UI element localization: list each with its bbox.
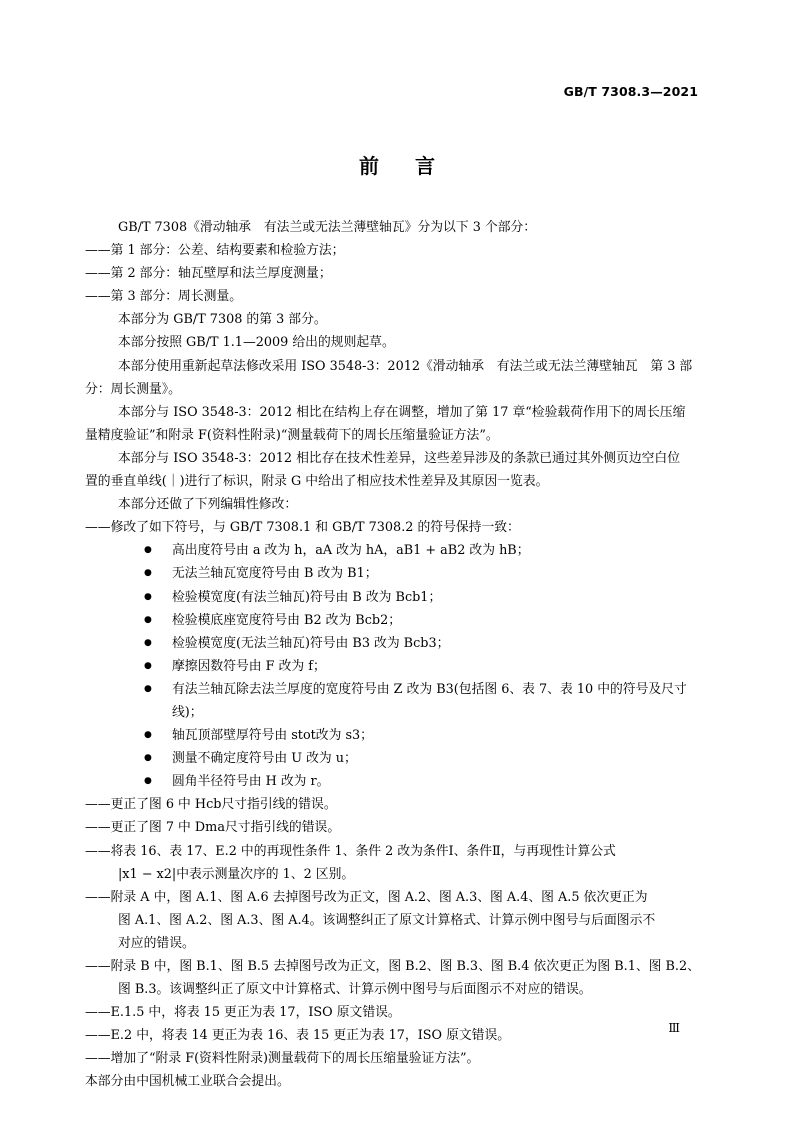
part-item: ——第 1 部分：公差、结构要素和检验方法； [85, 243, 345, 259]
paragraph-line: 量精度验证”和附录 F(资料性附录)“测量载荷下的周长压缩量验证方法”。 [85, 427, 499, 443]
edit-item: ——E.1.5 中，将表 15 更正为表 17，ISO 原文错误。 [85, 1005, 401, 1021]
title-char-left: 前 [359, 154, 379, 178]
paragraph: 本部分为 GB/T 7308 的第 3 部分。 [118, 312, 327, 328]
title-char-right: 言 [415, 154, 435, 178]
bullet-item: ● 摩擦因数符号由 F 改为 f； [118, 655, 706, 678]
edit-item: ——更正了图 6 中 Hcb尺寸指引线的错误。 [85, 797, 337, 813]
document-body [85, 216, 706, 1094]
edit-item-continued: 图 B.3。该调整纠正了原文中计算格式、计算示例中图号与后面图示不对应的错误。 [118, 982, 592, 998]
edit-item-continued: 图 A.1、图 A.2、图 A.3、图 A.4。该调整纠正了原文计算格式、计算示例中图号与后面图示不 [118, 912, 656, 928]
edit-item: ——将表 16、表 17、E.2 中的再现性条件 1、条件 2 改为条件Ⅰ、条件Ⅱ，与再现性计算公式 [85, 843, 616, 859]
bullet-item: ● 圆角半径符号由 H 改为 r。 [118, 770, 706, 793]
bullet-item: ● 轴瓦顶部壁厚符号由 stot改为 s3； [118, 724, 706, 747]
paragraph-line: 本部分与 ISO 3548-3：2012 相比存在技术性差异，这些差异涉及的条款已通过其外侧页边空白位 [118, 450, 681, 466]
bullet-item: ● 高出度符号由 a 改为 h，aA 改为 hA，aB1 + aB2 改为 hB； [118, 539, 706, 562]
bullet-item: ● 测量不确定度符号由 U 改为 u； [118, 747, 706, 770]
paragraph-line: 本部分使用重新起草法修改采用 ISO 3548-3：2012《滑动轴承 有法兰或无法兰薄壁轴瓦 第 3 部 [118, 358, 693, 374]
paragraph-line: 分：周长测量》。 [85, 381, 181, 397]
page-number: Ⅲ [668, 1021, 680, 1035]
edit-item: ——增加了“附录 F(资料性附录)测量载荷下的周长压缩量验证方法”。 [85, 1051, 480, 1067]
bullet-item-continued: 线)； [172, 704, 203, 720]
bullet-item: ● 无法兰轴瓦宽度符号由 B 改为 B1； [118, 562, 706, 585]
part-item: ——第 3 部分：周长测量。 [85, 289, 243, 305]
edit-item: ——附录 B 中，图 B.1、图 B.5 去掉图号改为正文，图 B.2、图 B.3、图 B.4 依次更正为图 B.1、图 B.2、 [85, 959, 700, 974]
page-title [0, 150, 794, 179]
bullet-item: ● 检验模底座宽度符号由 B2 改为 Bcb2； [118, 609, 706, 632]
paragraph: 本部分还做了下列编辑性修改： [118, 497, 298, 513]
bullet-item: ● 有法兰轴瓦除去法兰厚度的宽度符号由 Z 改为 B3(包括图 6、表 7、表 10 中的符号及尺寸 [118, 678, 706, 701]
edit-item: ——更正了图 7 中 Dma尺寸指引线的错误。 [85, 820, 341, 836]
paragraph-last: 本部分由中国机械工业联合会提出。 [85, 1074, 290, 1090]
edit-item-continued: |x1 − x2|中表示测量次序的 1、2 区别。 [118, 866, 355, 882]
edit-item: ——修改了如下符号，与 GB/T 7308.1 和 GB/T 7308.2 的符号保持一致： [85, 520, 520, 536]
paragraph-line: 置的垂直单线(｜)进行了标识，附录 G 中给出了相应技术性差异及其原因一览表。 [85, 474, 549, 490]
edit-item: ——附录 A 中，图 A.1、图 A.6 去掉图号改为正文，图 A.2、图 A.3、图 A.4、图 A.5 依次更正为 [85, 889, 648, 905]
edit-item-continued: 对应的错误。 [118, 935, 195, 951]
part-item: ——第 2 部分：轴瓦壁厚和法兰厚度测量； [85, 266, 332, 282]
bullet-item: ● 检验模宽度(有法兰轴瓦)符号由 B 改为 Bcb1； [118, 586, 706, 609]
edit-item: ——E.2 中，将表 14 更正为表 16、表 15 更正为表 17，ISO 原文错误。 [85, 1028, 511, 1044]
paragraph-line: 本部分与 ISO 3548-3：2012 相比在结构上存在调整，增加了第 17 章“检验载荷作用下的周长压缩 [118, 404, 686, 420]
paragraph: 本部分按照 GB/T 1.1—2009 给出的规则起草。 [118, 335, 395, 351]
paragraph-intro: GB/T 7308《滑动轴承 有法兰或无法兰薄壁轴瓦》分为以下 3 个部分： [118, 220, 537, 235]
standard-number: GB/T 7308.3—2021 [563, 84, 698, 99]
bullet-item: ● 检验模宽度(无法兰轴瓦)符号由 B3 改为 Bcb3； [118, 632, 706, 655]
